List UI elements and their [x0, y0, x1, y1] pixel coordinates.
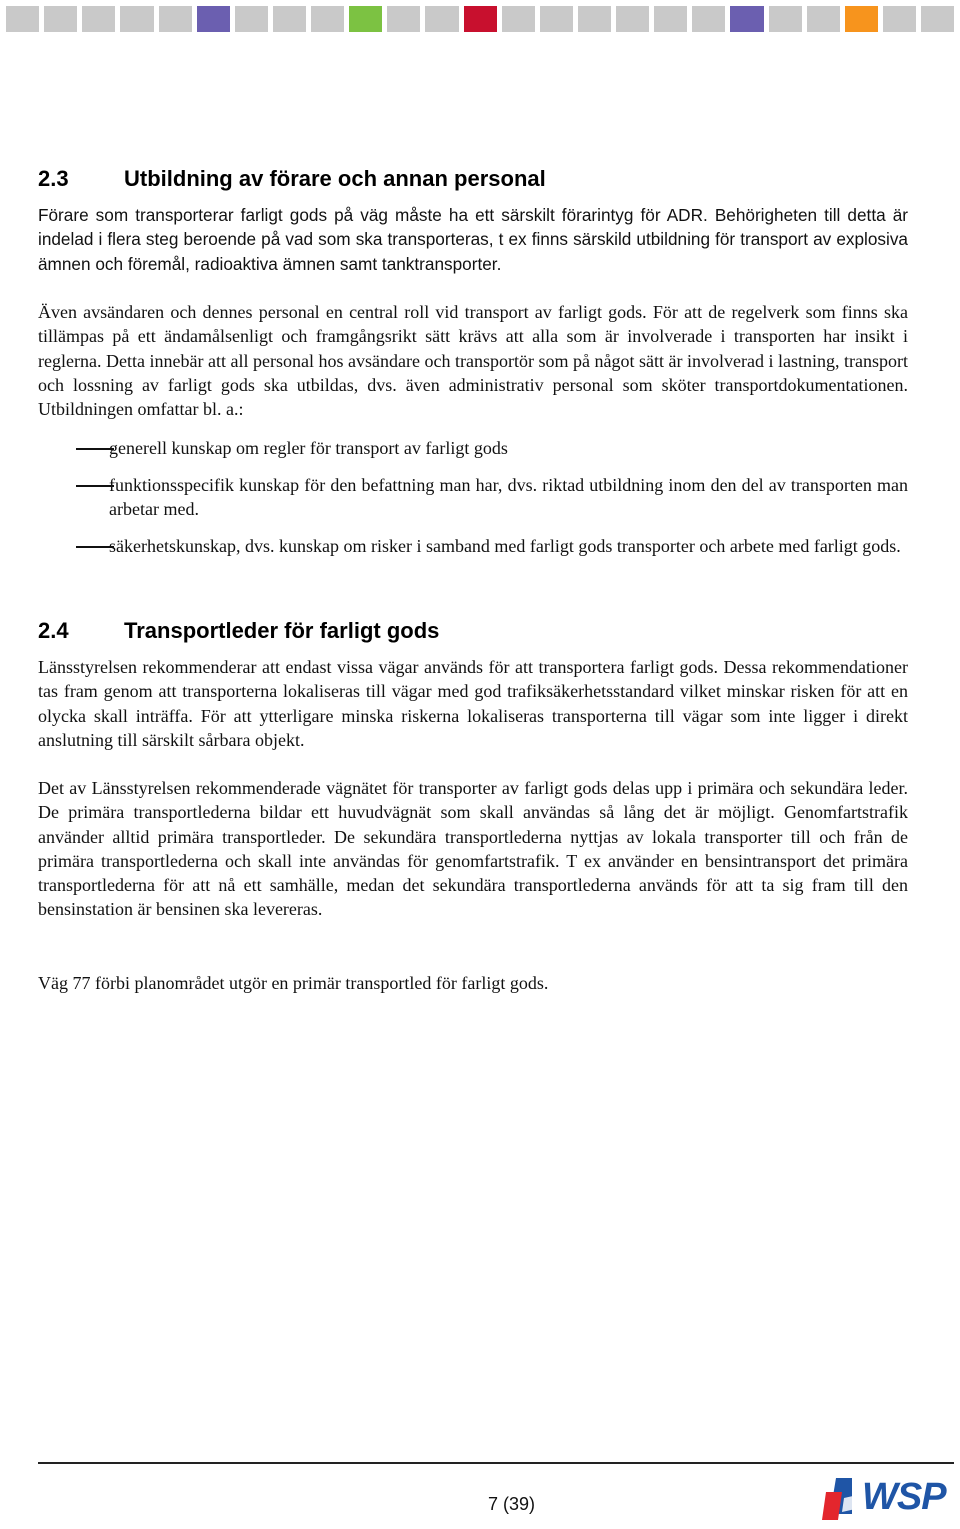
footer-divider: [38, 1462, 954, 1464]
color-square: [44, 6, 77, 32]
paragraph: Även avsändaren och dennes personal en central roll vid transport av farligt gods. För att de regelverk som finns ska tillämpas på ett ändamålsenligt och framgångsrikt sätt krävs att alla som är involverade i transporten har insikt i reglerna. Detta innebär att all personal hos avsändare och transportör som på något sätt är involverad i lastning, transport och lossning av farligt gods ska utbildas, dvs. även administrativ personal som sköter transportdokumentationen. Utbildningen omfattar bl. a.:: [38, 302, 908, 420]
wsp-logo: [822, 1474, 958, 1522]
color-square: [921, 6, 954, 32]
color-square: [692, 6, 725, 32]
section-title: Transportleder för farligt gods: [124, 618, 440, 643]
list-item-text: funktionsspecifik kunskap för den befattning man har, dvs. riktad utbildning inom den del av transporten man arbetar med.: [109, 475, 908, 520]
color-square: [311, 6, 344, 32]
color-square: [578, 6, 611, 32]
color-square: [120, 6, 153, 32]
logo-wordmark: WSP: [862, 1476, 946, 1518]
color-square: [807, 6, 840, 32]
color-square: [159, 6, 192, 32]
color-strip: [6, 6, 954, 32]
color-square: [425, 6, 458, 32]
color-square: [540, 6, 573, 32]
section-heading-2-3: [38, 166, 546, 192]
color-square: [769, 6, 802, 32]
color-square: [845, 6, 878, 32]
color-square: [82, 6, 115, 32]
list-item-text: säkerhetskunskap, dvs. kunskap om risker i samband med farligt gods transporter och arbete med farligt gods.: [109, 536, 901, 556]
color-square: [197, 6, 230, 32]
color-square: [6, 6, 39, 32]
paragraph: Förare som transporterar farligt gods på väg måste ha ett särskilt förarintyg för ADR. Behörigheten till detta är indelad i flera steg beroende på vad som ska transporteras, t ex finns särskild utbildning för transport av explosiva ämnen och föremål, radioaktiva ämnen samt tanktransporter.: [38, 205, 908, 274]
wsp-logo-mark-icon: [822, 1474, 866, 1522]
color-square: [235, 6, 268, 32]
color-square: [502, 6, 535, 32]
color-square: [730, 6, 763, 32]
section-title: Utbildning av förare och annan personal: [124, 166, 546, 191]
section-number: 2.3: [38, 166, 69, 191]
color-square: [273, 6, 306, 32]
color-square: [654, 6, 687, 32]
color-square: [883, 6, 916, 32]
paragraph: Länsstyrelsen rekommenderar att endast vissa vägar används för att transportera farligt gods. Dessa rekommendationer tas fram genom att transporterna lokaliseras till vägar med god trafiksäkerhetsstandard vilket minskar risken för att en olycka skall inträffa. För att ytterligare minska riskerna lokaliseras transporterna till vägar som inte ligger i direkt anslutning till särskilt sårbara objekt.: [38, 657, 908, 750]
section-number: 2.4: [38, 618, 69, 643]
page-number: 7 (39): [488, 1494, 536, 1514]
paragraph: Det av Länsstyrelsen rekommenderade vägnätet för transporter av farligt gods delas upp i primära och sekundära leder. De primära transportlederna bildar ett huvudvägnät som skall användas så lång det är möjligt. Genomfartstrafik använder alltid primära transportleder. De sekundära transportlederna nyttjas av lokala transporter till och från de primära transportlederna och skall inte användas för genomfartstrafik. T ex använder en bensintransport det primära transportlederna för att nå ett samhälle, medan det sekundära transportlederna används för att ta sig fram till den bensinstation är bensinen ska levereras.: [38, 778, 908, 920]
color-square: [464, 6, 497, 32]
section-heading-2-4: [38, 618, 439, 644]
color-square: [349, 6, 382, 32]
color-square: [616, 6, 649, 32]
paragraph: Väg 77 förbi planområdet utgör en primär transportled för farligt gods.: [38, 973, 549, 993]
list-item-text: generell kunskap om regler för transport av farligt gods: [109, 438, 508, 458]
color-square: [387, 6, 420, 32]
